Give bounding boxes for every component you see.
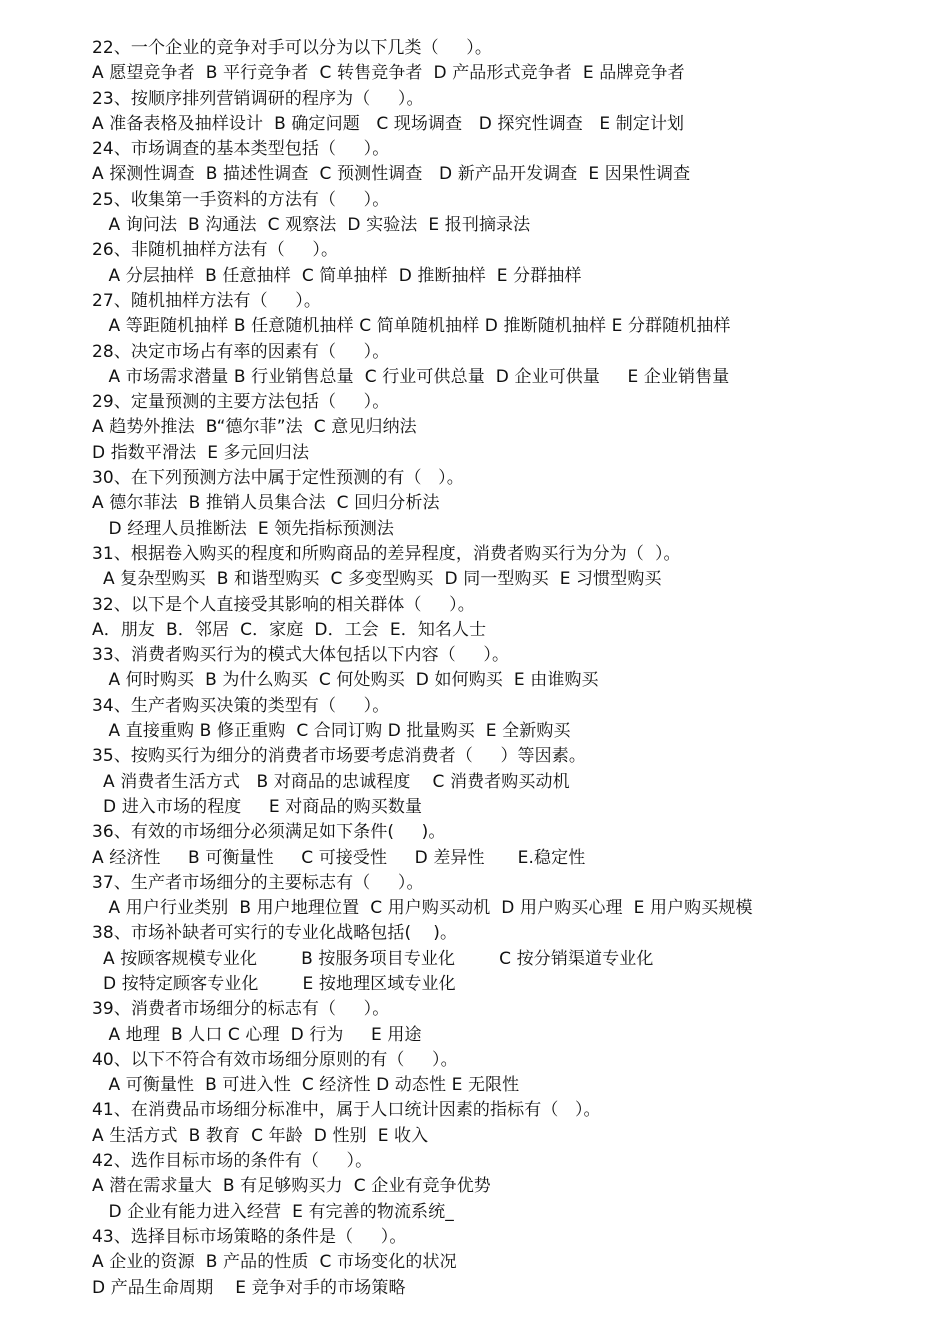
question-35-title: 35、按购买行为细分的消费者市场要考虑消费者（ ）等因素。 xyxy=(92,746,586,767)
question-37-options: A 用户行业类别 B 用户地理位置 C 用户购买动机 D 用户购买心理 E 用户购买规模 xyxy=(92,898,753,919)
question-28-title: 28、决定市场占有率的因素有（ ）。 xyxy=(92,341,390,362)
question-39-title: 39、消费者市场细分的标志有（ ）。 xyxy=(92,999,390,1020)
question-41-options: A 生活方式 B 教育 C 年龄 D 性别 E 收入 xyxy=(92,1125,429,1146)
question-24-title: 24、市场调查的基本类型包括（ ）。 xyxy=(92,139,390,160)
question-32-title: 32、以下是个人直接受其影响的相关群体（ ）。 xyxy=(92,594,475,615)
question-26-options: A 分层抽样 B 任意抽样 C 简单抽样 D 推断抽样 E 分群抽样 xyxy=(92,265,582,286)
question-43-options-2: D 产品生命周期 E 竞争对手的市场策略 xyxy=(92,1277,406,1298)
question-42-options-1: A 潜在需求量大 B 有足够购买力 C 企业有竞争优势 xyxy=(92,1176,491,1197)
question-41-title: 41、在消费品市场细分标准中，属于人口统计因素的指标有（ ）。 xyxy=(92,1100,601,1121)
question-40-options: A 可衡量性 B 可进入性 C 经济性 D 动态性 E 无限性 xyxy=(92,1075,520,1096)
question-35-options-1: A 消费者生活方式 B 对商品的忠诚程度 C 消费者购买动机 xyxy=(92,771,570,792)
question-27-title: 27、随机抽样方法有（ ）。 xyxy=(92,290,321,311)
question-22-options: A 愿望竞争者 B 平行竞争者 C 转售竞争者 D 产品形式竞争者 E 品牌竞争者 xyxy=(92,63,685,84)
question-34-title: 34、生产者购买决策的类型有（ ）。 xyxy=(92,695,390,716)
question-43-title: 43、选择目标市场策略的条件是（ ）。 xyxy=(92,1226,407,1247)
question-42-title: 42、选作目标市场的条件有（ ）。 xyxy=(92,1151,373,1172)
question-29-options-2: D 指数平滑法 E 多元回归法 xyxy=(92,442,310,463)
question-33-options: A 何时购买 B 为什么购买 C 何处购买 D 如何购买 E 由谁购买 xyxy=(92,670,599,691)
question-30-title: 30、在下列预测方法中属于定性预测的有（ ）。 xyxy=(92,468,464,489)
question-23-options: A 准备表格及抽样设计 B 确定问题 C 现场调查 D 探究性调查 E 制定计划 xyxy=(92,113,685,134)
question-31-options: A 复杂型购买 B 和谐型购买 C 多变型购买 D 同一型购买 E 习惯型购买 xyxy=(92,569,662,590)
question-34-options: A 直接重购 B 修正重购 C 合同订购 D 批量购买 E 全新购买 xyxy=(92,721,571,742)
question-25-title: 25、收集第一手资料的方法有（ ）。 xyxy=(92,189,390,210)
question-24-options: A 探测性调查 B 描述性调查 C 预测性调查 D 新产品开发调查 E 因果性调查 xyxy=(92,164,691,185)
question-38-options-2: D 按特定顾客专业化 E 按地理区域专业化 xyxy=(92,973,456,994)
question-28-options: A 市场需求潜量 B 行业销售总量 C 行业可供总量 D 企业可供量 E 企业销售量 xyxy=(92,366,730,387)
question-29-title: 29、定量预测的主要方法包括（ ）。 xyxy=(92,392,390,413)
question-22-title: 22、一个企业的竞争对手可以分为以下几类（ ）。 xyxy=(92,38,492,58)
question-31-title: 31、根据卷入购买的程度和所购商品的差异程度，消费者购买行为分为（ ）。 xyxy=(92,543,681,564)
question-40-title: 40、以下不符合有效市场细分原则的有（ ）。 xyxy=(92,1049,458,1070)
question-33-title: 33、消费者购买行为的模式大体包括以下内容（ ）。 xyxy=(92,645,510,666)
question-38-options-1: A 按顾客规模专业化 B 按服务项目专业化 C 按分销渠道专业化 xyxy=(92,948,654,969)
question-26-title: 26、非随机抽样方法有（ ）。 xyxy=(92,240,339,261)
question-36-options: A 经济性 B 可衡量性 C 可接受性 D 差异性 E.稳定性 xyxy=(92,847,586,868)
question-30-options-1: A 德尔菲法 B 推销人员集合法 C 回归分析法 xyxy=(92,493,440,514)
question-38-title: 38、市场补缺者可实行的专业化战略包括( )。 xyxy=(92,923,458,944)
question-32-options: A．朋友 B．邻居 C．家庭 D．工会 E．知名人士 xyxy=(92,619,487,640)
question-30-options-2: D 经理人员推断法 E 领先指标预测法 xyxy=(92,518,394,539)
question-list xyxy=(92,36,922,1301)
question-25-options: A 询问法 B 沟通法 C 观察法 D 实验法 E 报刊摘录法 xyxy=(92,215,531,236)
question-39-options: A 地理 B 人口 C 心理 D 行为 E 用途 xyxy=(92,1024,422,1045)
question-27-options: A 等距随机抽样 B 任意随机抽样 C 简单随机抽样 D 推断随机抽样 E 分群随机抽样 xyxy=(92,316,731,337)
question-42-options-2: D 企业有能力进入经营 E 有完善的物流系统_ xyxy=(92,1201,454,1222)
question-35-options-2: D 进入市场的程度 E 对商品的购买数量 xyxy=(92,796,423,817)
question-43-options-1: A 企业的资源 B 产品的性质 C 市场变化的状况 xyxy=(92,1252,457,1273)
question-23-title: 23、按顺序排列营销调研的程序为（ ）。 xyxy=(92,88,424,109)
question-36-title: 36、有效的市场细分必须满足如下条件( )。 xyxy=(92,822,446,843)
question-37-title: 37、生产者市场细分的主要标志有（ ）。 xyxy=(92,872,424,893)
question-29-options-1: A 趋势外推法 B“德尔菲”法 C 意见归纳法 xyxy=(92,417,417,438)
